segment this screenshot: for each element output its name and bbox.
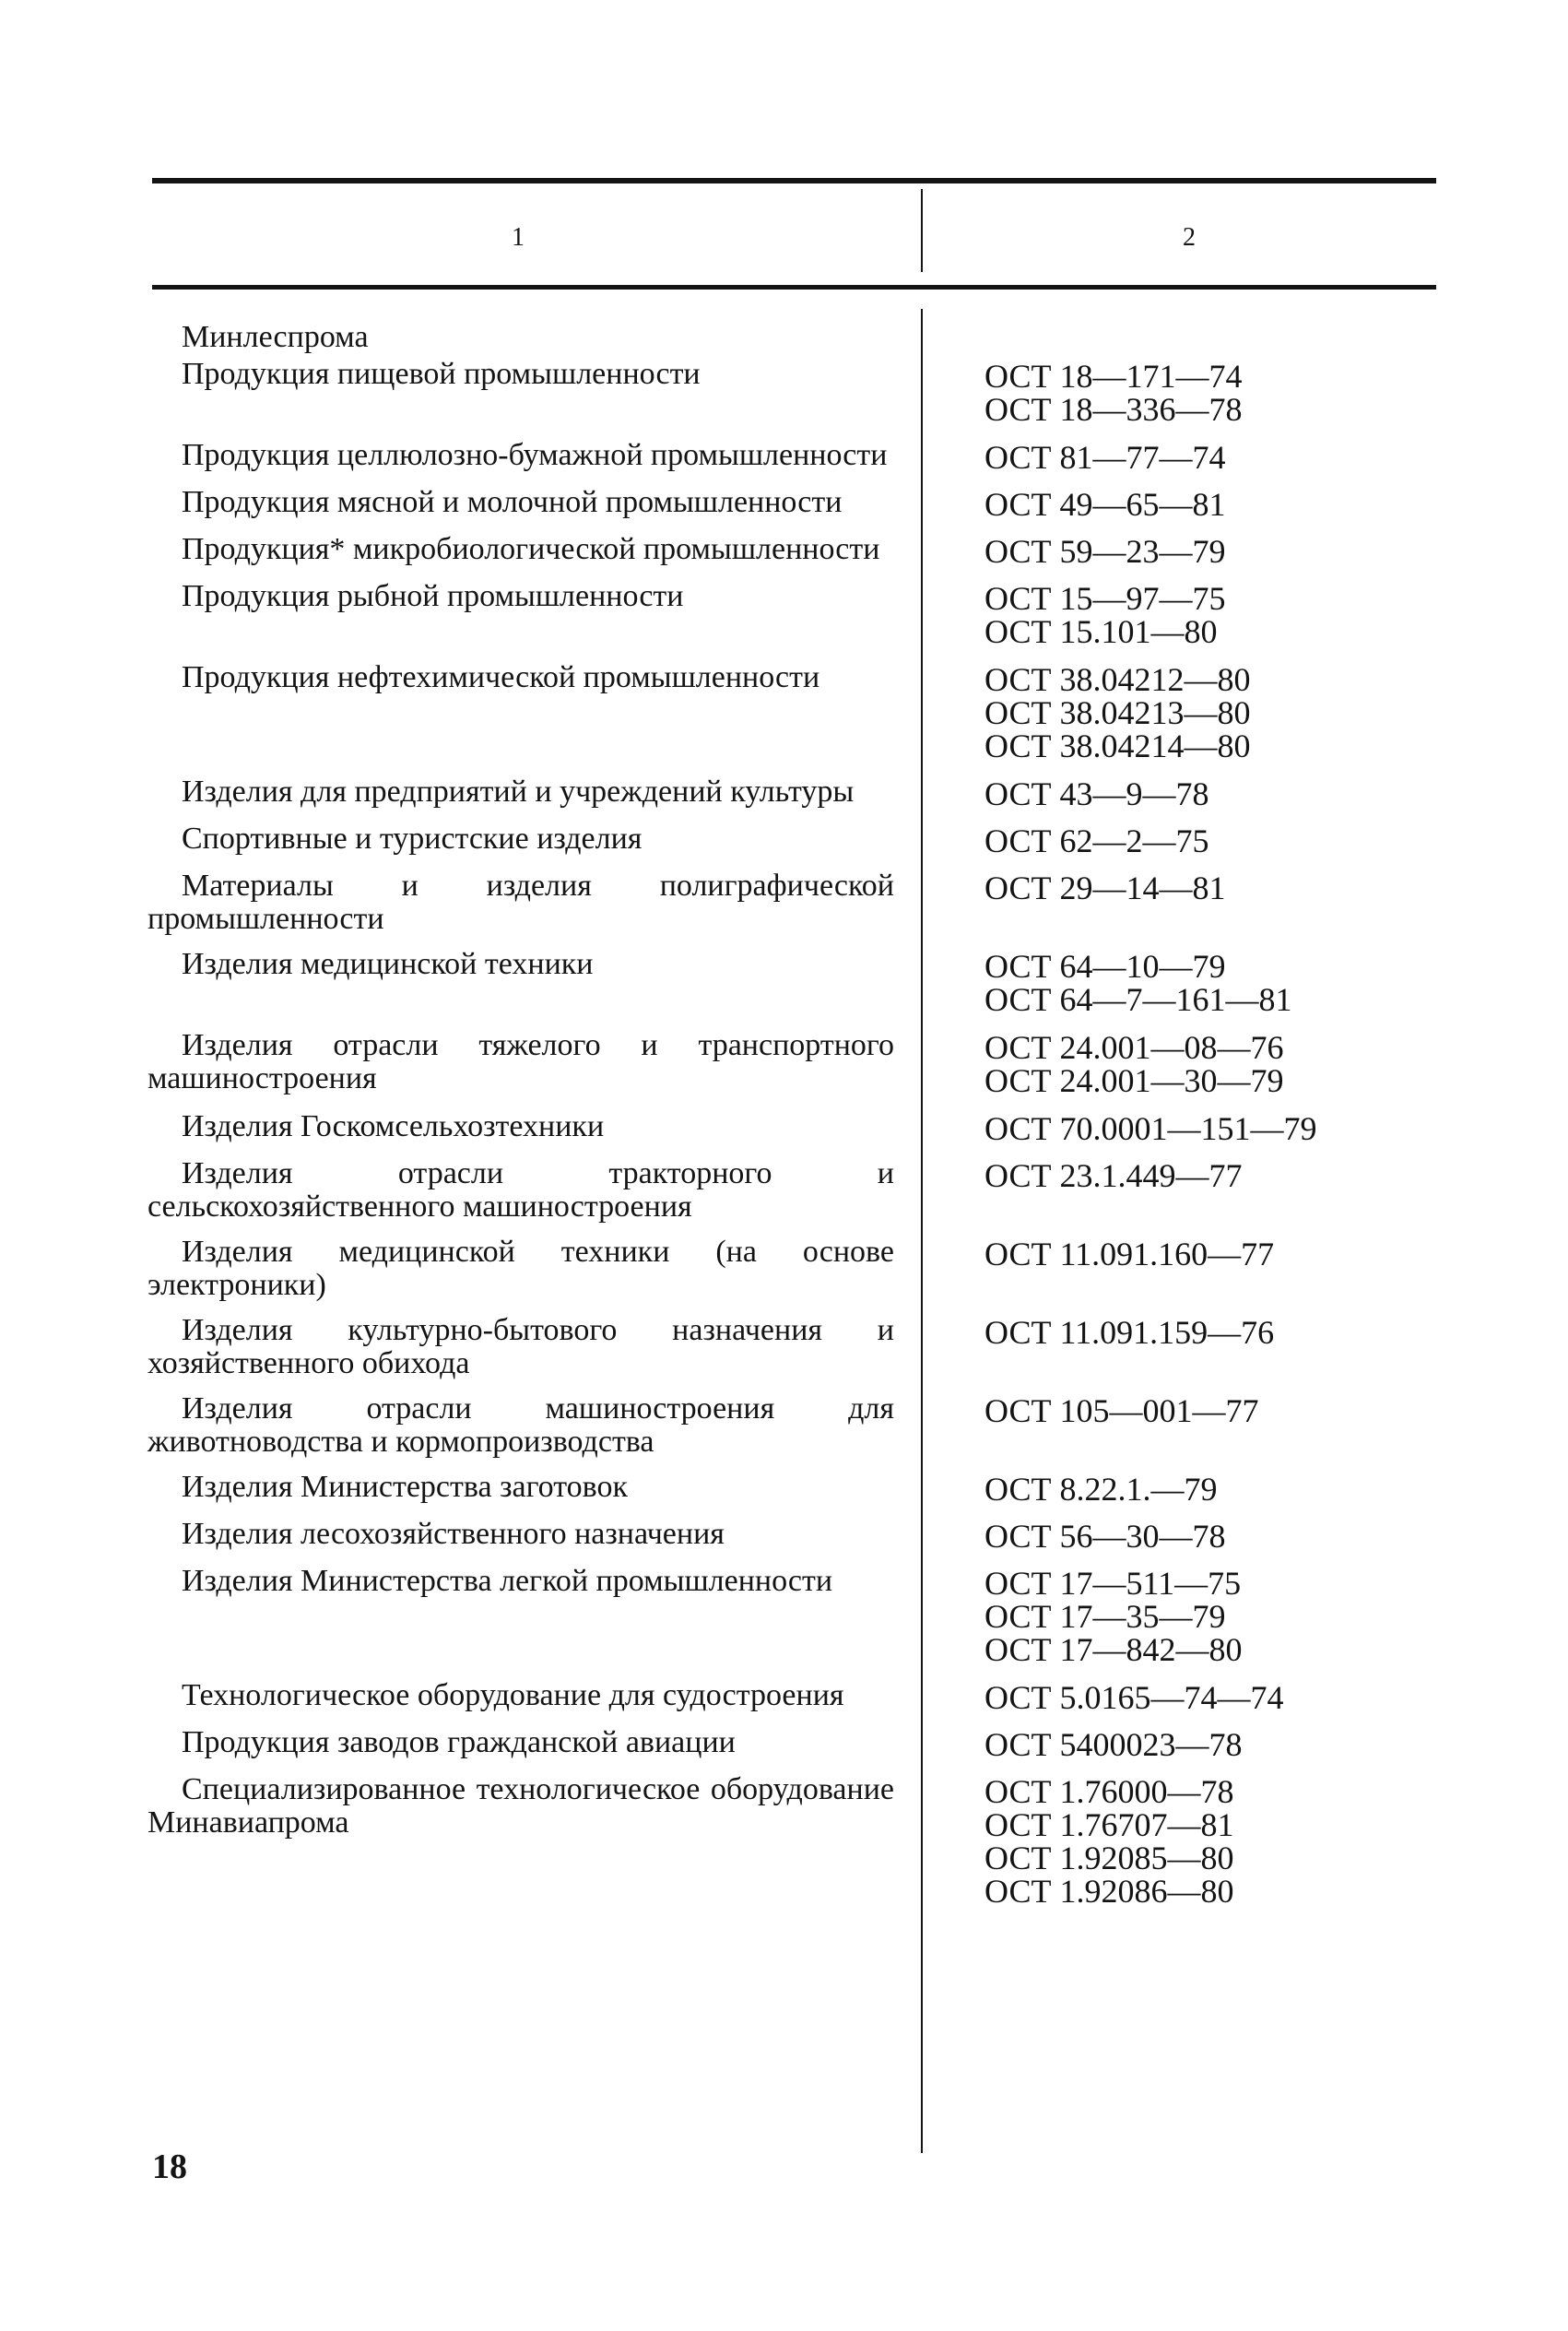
row-label: Спортивные и туристские изделия — [182, 822, 643, 856]
standard-code: ОСТ 17—511—75 — [984, 1565, 1242, 1602]
row-codes — [984, 580, 1225, 648]
row-label: Изделия отрасли машиностроения для животноводства и кормопроизводства — [147, 1391, 894, 1459]
row-codes — [984, 870, 1225, 905]
table-row — [147, 439, 1456, 474]
table-row — [147, 1679, 1456, 1714]
row-codes — [984, 358, 1242, 426]
table-row — [147, 870, 1456, 936]
standard-code: ОСТ 105—001—77 — [984, 1392, 1259, 1429]
standard-code: ОСТ 18—171—74 — [984, 358, 1243, 395]
row-label: Технологическое оборудование для судостроения — [182, 1678, 844, 1712]
row-label: Изделия для предприятий и учреждений культуры — [182, 775, 855, 809]
table-row — [147, 1726, 1456, 1761]
standard-code: ОСТ 49—65—81 — [984, 486, 1226, 523]
row-codes — [984, 1565, 1242, 1666]
standard-code: ОСТ 56—30—78 — [984, 1518, 1226, 1555]
table-row — [147, 661, 1456, 763]
row-codes — [984, 661, 1250, 763]
row-label: Изделия культурно-бытового назначения и хозяйственного обихода — [147, 1313, 894, 1380]
row-label: Специализированное технологическое оборудование Минавиапрома — [147, 1772, 894, 1840]
row-label: Продукция нефтехимической промышленности — [182, 660, 820, 694]
row-codes — [984, 1471, 1217, 1506]
standard-code: ОСТ 59—23—79 — [984, 533, 1226, 570]
table-row — [147, 486, 1456, 521]
table-top-rule — [152, 178, 1436, 183]
row-codes — [984, 948, 1291, 1016]
page-number: 18 — [152, 2148, 187, 2186]
table-row — [147, 1392, 1456, 1459]
row-label: Изделия Министерства заготовок — [182, 1470, 628, 1504]
table-row — [147, 775, 1456, 811]
row-codes — [984, 822, 1208, 858]
standard-code: ОСТ 8.22.1.—79 — [984, 1471, 1218, 1508]
row-label: Изделия медицинской техники (на основе электроники) — [147, 1235, 894, 1302]
standard-code: ОСТ 17—842—80 — [984, 1631, 1243, 1668]
row-label: Изделия медицинской техники — [182, 947, 594, 981]
row-codes — [984, 1236, 1274, 1271]
table-row — [147, 1314, 1456, 1380]
row-label: Изделия лесохозяйственного назначения — [182, 1517, 725, 1551]
row-codes — [984, 1518, 1225, 1553]
standard-code: ОСТ 5.0165—74—74 — [984, 1679, 1284, 1716]
standard-code: ОСТ 62—2—75 — [984, 822, 1209, 859]
column-divider-header — [921, 189, 923, 272]
row-label: Продукция рыбной промышленности — [182, 579, 684, 613]
table-row — [147, 822, 1456, 858]
row-label: Продукция пищевой промышленности — [182, 357, 701, 391]
row-codes — [984, 1029, 1283, 1097]
standard-code: ОСТ 1.92085—80 — [984, 1840, 1234, 1876]
row-label: Продукция мясной и молочной промышленности — [182, 485, 843, 519]
standard-code: ОСТ 11.091.159—76 — [984, 1314, 1275, 1351]
row-codes — [984, 775, 1208, 811]
table-row — [147, 1773, 1456, 1908]
standard-code: ОСТ 1.92086—80 — [984, 1873, 1234, 1910]
standard-code: ОСТ 15.101—80 — [984, 613, 1218, 650]
standard-code: ОСТ 29—14—81 — [984, 870, 1226, 906]
row-codes — [984, 1773, 1233, 1908]
row-codes — [984, 533, 1225, 568]
standard-code: ОСТ 1.76000—78 — [984, 1773, 1234, 1810]
standard-code: ОСТ 18—336—78 — [984, 391, 1243, 428]
table-row — [147, 1565, 1456, 1666]
row-codes — [984, 1392, 1258, 1427]
standard-code: ОСТ 24.001—30—79 — [984, 1062, 1284, 1099]
standard-code: ОСТ 43—9—78 — [984, 775, 1209, 812]
standard-code: ОСТ 38.04212—80 — [984, 661, 1251, 698]
row-codes — [984, 1157, 1242, 1192]
table-row — [147, 1157, 1456, 1224]
row-codes — [984, 1679, 1283, 1714]
standard-code: ОСТ 17—35—79 — [984, 1598, 1226, 1635]
table-row — [147, 1029, 1456, 1097]
row-codes — [984, 1314, 1274, 1349]
row-codes — [984, 439, 1225, 474]
standard-code: ОСТ 23.1.449—77 — [984, 1157, 1243, 1194]
table-body — [147, 321, 1456, 1908]
row-codes — [984, 486, 1225, 521]
table-header-rule — [152, 285, 1436, 290]
row-label: Изделия Министерства легкой промышленности — [182, 1564, 833, 1598]
standard-code: ОСТ 38.04214—80 — [984, 728, 1251, 764]
row-label: Изделия Госкомсельхозтехники — [182, 1109, 605, 1143]
standard-code: ОСТ 5400023—78 — [984, 1726, 1243, 1763]
row-label: Материалы и изделия полиграфической промышленности — [147, 869, 894, 936]
standard-code: ОСТ 1.76707—81 — [984, 1806, 1234, 1843]
standard-code: ОСТ 64—7—161—81 — [984, 981, 1292, 1018]
row-codes — [984, 1726, 1242, 1761]
column-header-1: 1 — [512, 223, 525, 252]
standard-code: ОСТ 38.04213—80 — [984, 694, 1251, 731]
table-row — [147, 1518, 1456, 1553]
table-row — [147, 1236, 1456, 1302]
row-label: Продукция* микробиологической промышленности — [182, 532, 880, 566]
standard-code: ОСТ 15—97—75 — [984, 580, 1226, 617]
table-row — [147, 358, 1456, 426]
row-label: Продукция заводов гражданской авиации — [182, 1725, 736, 1759]
row-codes — [984, 1110, 1316, 1145]
standard-code: ОСТ 24.001—08—76 — [984, 1029, 1284, 1066]
standard-code: ОСТ 70.0001—151—79 — [984, 1110, 1317, 1147]
table-row — [147, 1471, 1456, 1506]
table-row — [147, 580, 1456, 648]
row-label: Продукция целлюлозно-бумажной промышленности — [182, 438, 888, 472]
row-label: Минлеспрома — [182, 320, 369, 354]
row-label: Изделия отрасли тяжелого и транспортного машиностроения — [147, 1028, 894, 1095]
standard-code: ОСТ 11.091.160—77 — [984, 1236, 1275, 1272]
table-row — [147, 1110, 1456, 1145]
row-label: Изделия отрасли тракторного и сельскохозяйственного машиностроения — [147, 1156, 894, 1224]
standard-code: ОСТ 81—77—74 — [984, 439, 1226, 476]
table-row — [147, 533, 1456, 568]
standard-code: ОСТ 64—10—79 — [984, 948, 1226, 985]
table-row — [147, 321, 1456, 354]
table-row — [147, 948, 1456, 1016]
column-header-2: 2 — [1183, 223, 1196, 252]
